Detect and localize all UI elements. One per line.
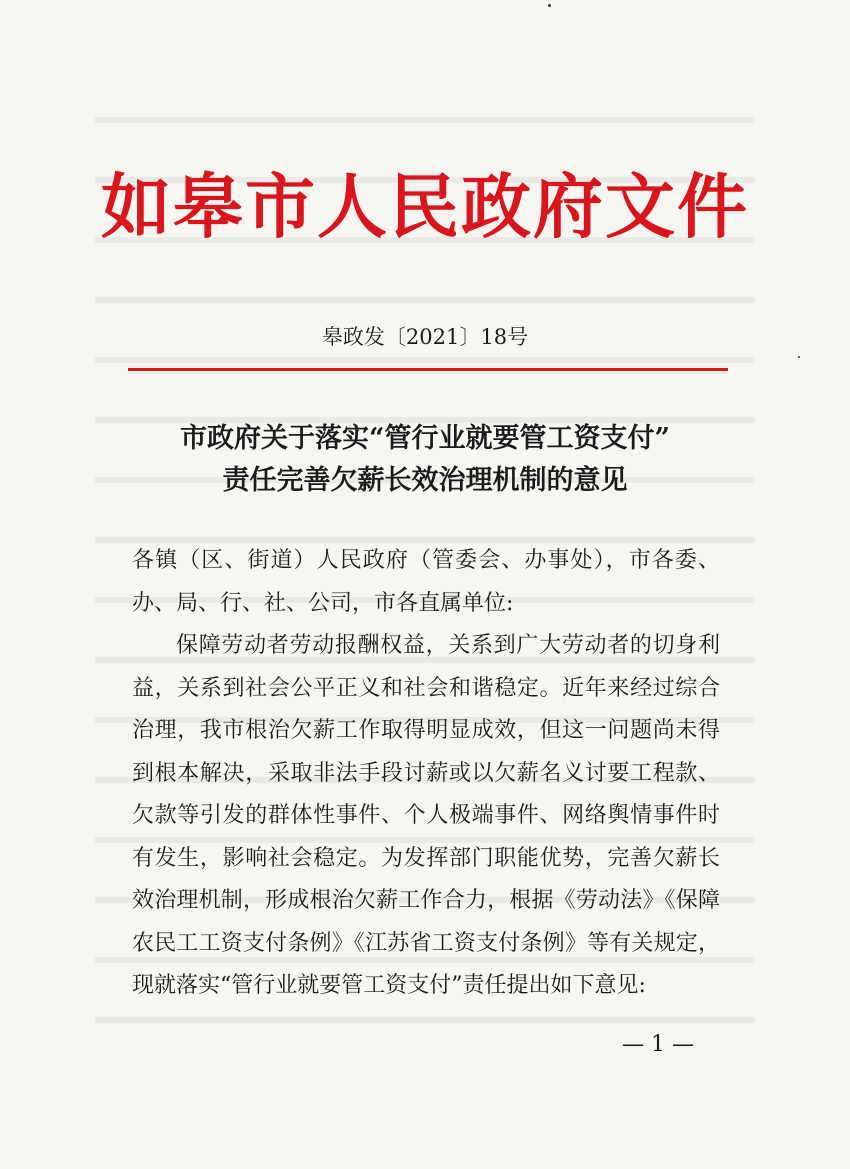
scan-speck (548, 4, 551, 7)
document-header-title: 如皋市人民政府文件 (101, 165, 749, 248)
scan-speck (798, 356, 800, 358)
recipients: 各镇（区、街道）人民政府（管委会、办事处），市各委、办、局、行、社、公司，市各直属单位: (132, 548, 720, 616)
body-paragraph: 保障劳动者劳动报酬权益，关系到广大劳动者的切身利益，关系到社会公平正义和社会和谐稳定。近年来经过综合治理，我市根治欠薪工作取得明显成效，但这一问题尚未得到根本解决，采取非法手段讨薪或以欠薪名义讨要工程款、欠款等引发的群体性事件、个人极端事件、网络舆情事件时有发生，影响社会稳定。为发挥部门职能优势，完善欠薪长效治理机制，形成根治欠薪工作合力，根据《劳动法》《保障农民工工资支付条例》《江苏省工资支付条例》等有关规定，现就落实“管行业就要管工资支付”责任提出如下意见: (132, 633, 720, 998)
document-number: 皋政发〔2021〕18号 (321, 325, 529, 349)
title-line-1: 市政府关于落实“管行业就要管工资支付” (179, 423, 671, 454)
red-divider-line (128, 368, 728, 371)
page-number: — 1 — (622, 1032, 694, 1057)
title-line-2: 责任完善欠薪长效治理机制的意见 (222, 465, 628, 496)
document-body (132, 540, 720, 1008)
document-title (0, 418, 850, 502)
